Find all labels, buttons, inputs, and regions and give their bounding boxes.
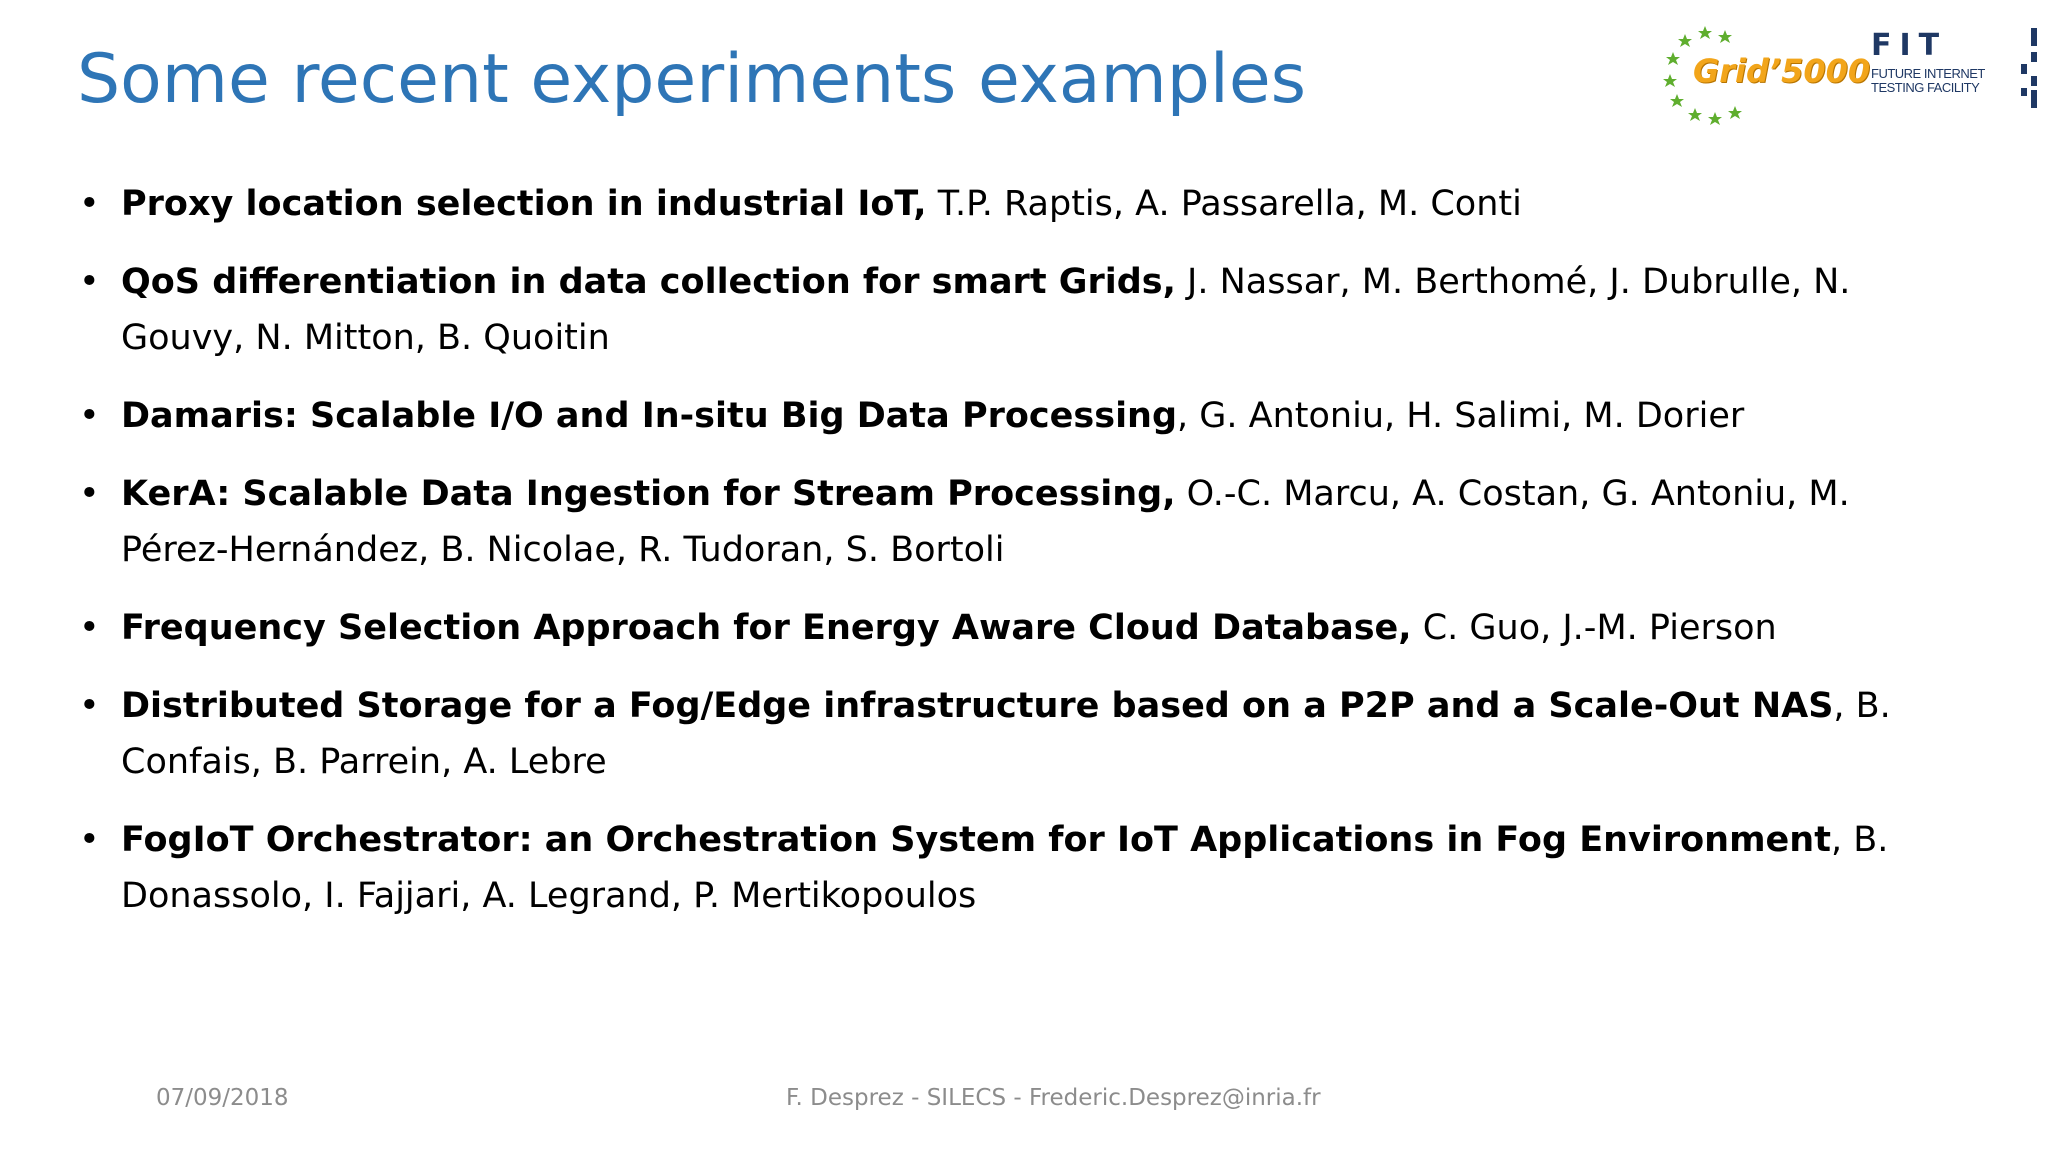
item-authors: J. Nassar, M. Berthomé, J. Dubrulle, N. Gouvy, N. Mitton, B. Quoitin [121, 262, 1851, 358]
fit-logo-bars-icon [2017, 28, 2041, 118]
list-item [79, 466, 1959, 578]
grid5000-logo [1655, 22, 1871, 127]
item-title: QoS differentiation in data collection for smart Grids, [121, 262, 1176, 302]
fit-logo [1867, 28, 2042, 124]
bullet-icon: • [79, 686, 100, 726]
bullet-icon: • [79, 820, 100, 860]
fit-logo-line1: FUTURE INTERNET [1871, 66, 1985, 81]
list-item [79, 388, 1959, 444]
item-authors: C. Guo, J.-M. Pierson [1411, 608, 1777, 648]
list-item [79, 176, 1959, 232]
item-authors: O.-C. Marcu, A. Costan, G. Antoniu, M. Pérez-Hernández, B. Nicolae, R. Tudoran, S. Bortoli [121, 474, 1850, 570]
experiments-list [79, 176, 1959, 946]
list-item [79, 812, 1959, 924]
item-title: KerA: Scalable Data Ingestion for Stream Processing, [121, 474, 1176, 514]
footer-author: F. Desprez - SILECS - Frederic.Desprez@inria.fr [786, 1085, 1321, 1111]
fit-logo-mark: FIT [1871, 28, 1948, 63]
item-title: Frequency Selection Approach for Energy Aware Cloud Database, [121, 608, 1412, 648]
item-title: Proxy location selection in industrial IoT, [121, 184, 927, 224]
bullet-icon: • [79, 474, 100, 514]
bullet-icon: • [79, 184, 100, 224]
item-authors: , B. Confais, B. Parrein, A. Lebre [121, 686, 1891, 782]
logos [1655, 22, 2040, 127]
item-authors: , B. Donassolo, I. Fajjari, A. Legrand, P. Mertikopoulos [121, 820, 1889, 916]
list-item [79, 678, 1959, 790]
item-title: Damaris: Scalable I/O and In-situ Big Data Processing [121, 396, 1178, 436]
slide-title: Some recent experiments examples [77, 40, 1307, 119]
bullet-icon: • [79, 396, 100, 436]
list-item [79, 254, 1959, 366]
list-item [79, 600, 1959, 656]
grid5000-logo-text: Grid’5000 [1693, 52, 1871, 90]
item-authors: , G. Antoniu, H. Salimi, M. Dorier [1177, 396, 1745, 436]
bullet-icon: • [79, 262, 100, 302]
item-title: FogIoT Orchestrator: an Orchestration System for IoT Applications in Fog Environment [121, 820, 1831, 860]
footer-date: 07/09/2018 [156, 1085, 289, 1111]
item-title: Distributed Storage for a Fog/Edge infrastructure based on a P2P and a Scale-Out NAS [121, 686, 1834, 726]
fit-logo-line2: TESTING FACILITY [1871, 80, 1980, 95]
bullet-icon: • [79, 608, 100, 648]
item-authors: T.P. Raptis, A. Passarella, M. Conti [926, 184, 1522, 224]
